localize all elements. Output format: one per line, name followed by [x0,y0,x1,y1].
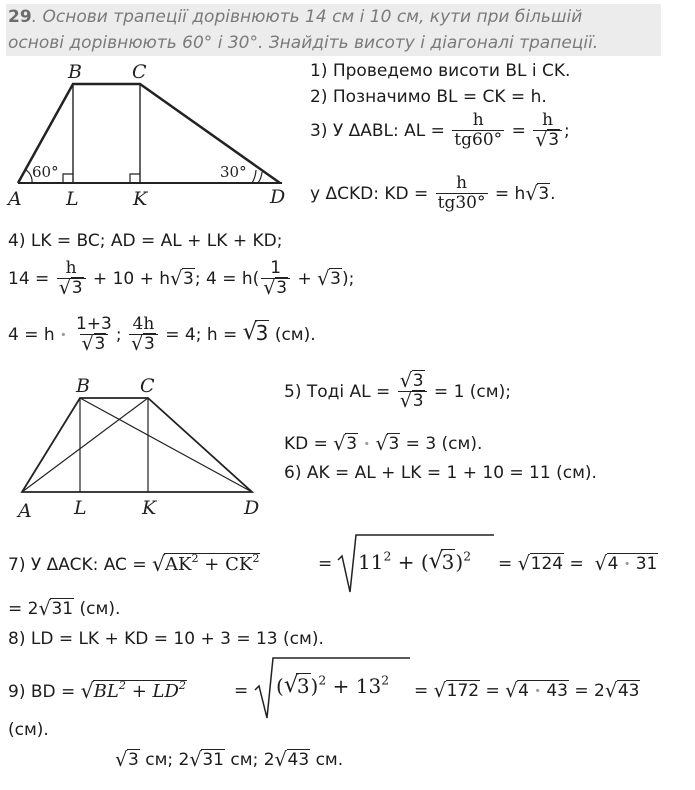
fraction-4h-root3 [129,316,158,354]
radicand: 3 [276,277,288,298]
sqrt: √ 3 [58,276,83,300]
plus: + [131,681,147,702]
step-9-end: (см). [8,720,49,740]
numerator: h [65,258,77,278]
sqrt: √ 3 [399,389,424,413]
problem-line-1: 29. Основи трапеції дорівнюють 14 см і 10 см, кути при більшій [8,7,583,27]
radicand: 3 [548,129,560,150]
answer-line [115,748,344,772]
sqrt: √ 3 [535,128,560,152]
angle-30-label: 30° [220,163,247,181]
equals: = [498,554,513,574]
answer-part: см. [315,750,344,770]
eq-part: = 4; h = [165,324,238,345]
equals: = [414,681,429,701]
step-9-big-root-content: ( √ $3)^2 + 13^2$ [276,672,390,698]
sqrt-3-answer: √ 3 [115,748,139,772]
eq-part: ; [115,324,122,345]
sqrt: √ 3 [263,276,288,300]
equation-line-6 [8,316,316,354]
answer-part: см; 2 [230,750,275,770]
step-9-eq1: = [234,681,249,701]
label-A: A [8,188,22,210]
radicand: 3 [330,268,341,289]
numerator: h [472,110,484,130]
step-6: 6) AK = AL + LK = 1 + 10 = 11 (см). [284,463,597,483]
sqrt: √ 3 [283,672,310,698]
radicand: 3 [128,750,139,770]
radicand: 124 [530,554,564,574]
denominator: tg30° [437,192,486,213]
sqrt: √ 3 [317,267,341,291]
radicand: 3 [346,434,358,454]
step-5-tail: = 1 (см); [433,381,511,402]
sqrt-43-answer: √ 43 [274,748,310,772]
step-1: 1) Проведемо висоти BL і CK. [310,61,571,81]
eq-part: 14 = [8,268,50,289]
step-3 [310,112,570,150]
step-9-tail [414,679,640,703]
sqrt-4x31: √ 4 • 31 [594,552,658,576]
radicand: 3 [441,550,455,574]
eq-part: ); [341,268,355,289]
label-D: D [270,186,286,208]
step-5-prefix: 5) Тоді AL = [284,381,391,402]
radicand: 3 [388,434,400,454]
numerator: h [456,173,468,193]
square: 2 [463,548,472,564]
eq-part: + [297,268,312,289]
eq-part: = 2 [8,599,39,619]
multiply-dot: • [623,557,631,571]
sqrt: √ 3 [525,182,550,206]
eq-part: + 10 + h [92,268,171,289]
sqrt-4x43: √ 4 • 43 [505,679,568,703]
step-7-prefix: 7) У ΔACK: AC = [8,555,147,575]
label-D-2: D [244,497,260,519]
square: 2 [191,552,199,566]
sqrt-43: √ 43 [604,679,640,703]
ak: AK [164,554,192,575]
label-L-2: L [74,497,87,519]
radicand: 43 [287,750,310,770]
label-A-2: A [18,500,32,522]
step-3b [310,175,556,213]
radicand: 172 [446,681,480,701]
equals: = [569,554,584,574]
eq-part: = 3 (см). [405,434,483,454]
angle-60-label: 60° [32,163,59,181]
four: 4 [607,554,619,574]
fraction-1plus3-root3 [74,316,114,354]
radicand: 3 [94,333,106,354]
ck: CK [225,554,253,575]
label-C: C [132,61,147,83]
step-7 [8,552,260,577]
bl: BL [93,681,119,702]
equation-line-5 [8,260,354,298]
numerator: h [542,110,554,130]
step-7-big-root-content: $11^2$ + ( √ 3)$^2$ [358,548,472,574]
equals: = [485,681,500,701]
multiply-dot: • [363,437,371,451]
radicand: 3 [412,371,424,391]
label-L: L [66,188,79,210]
eleven: 11 [358,550,384,574]
sqrt: √ 3 [375,432,400,456]
step-9 [8,679,187,704]
plus: + [397,550,415,574]
radicand: 43 [617,681,640,701]
square: 2 [118,679,126,693]
step-8: 8) LD = LK + KD = 10 + 3 = 13 (см). [8,629,324,649]
radicand: 3 [144,333,155,354]
forty-three: 43 [546,681,568,701]
sqrt: √ 3 [81,332,106,356]
problem-line-2: основі дорівнюють 60° і 30°. Знайдіть висоту і діагоналі трапеції. [8,33,599,53]
answer-part: см; 2 [145,750,190,770]
eq-part: (см). [79,599,121,619]
problem-text-1: Основи трапеції дорівнюють 14 см і 10 см, кути при більшій [42,7,583,27]
label-K: K [133,188,148,210]
square: 2 [178,679,187,693]
label-B-2: B [76,375,90,397]
eq-part: = 2 [574,681,605,701]
radicand: 3 [412,390,424,411]
eq-part: KD = [284,434,328,454]
sqrt-31: √ 31 [38,597,74,621]
eq-part: ; 4 = h( [194,268,260,289]
fraction-h-root3 [533,112,562,150]
sqrt: √ 3 [242,318,269,345]
step-3b-tail: = h [494,183,526,204]
radicand: 3 [183,268,194,289]
label-K-2: K [142,497,157,519]
thirty-one: 31 [635,554,658,574]
four: 4 [518,681,529,701]
radicand: 31 [51,599,74,619]
radicand: 3 [296,674,310,698]
radicand: 3 [538,183,550,204]
fraction-h-tg60 [452,112,504,150]
sqrt-31-answer: √ 31 [189,748,224,772]
eq-part: 4 = h [8,324,55,345]
label-C-2: C [140,375,155,397]
step-9-prefix: 9) BD = [8,682,76,702]
square: 2 [318,672,327,688]
numerator: 4h [132,314,155,334]
semicolon: ; [564,120,570,141]
sqrt-172: √ 172 [433,679,480,703]
period: . [550,183,556,204]
step-7-eq1: = [318,554,333,574]
step-5 [284,369,511,413]
multiply-dot: • [60,328,67,342]
fraction-1-root3 [261,260,290,298]
sqrt-ak-ck: √ $AK^2 + CK^2$ [151,552,260,577]
denominator: tg60° [454,129,503,150]
fraction-h-tg30 [436,175,488,213]
step-3-prefix: 3) У ΔABL: AL = [310,120,445,141]
square: 2 [381,672,390,688]
sqrt-124: √ 124 [517,552,564,576]
kd-line [284,432,483,456]
sqrt: √ 3 [333,432,358,456]
fraction-h-root3 [57,260,86,298]
step-2: 2) Позначимо BL = CK = h. [310,87,547,107]
radicand: 31 [202,750,224,770]
plus: + [204,554,220,575]
fraction-root3-root3 [398,369,427,413]
label-B: B [68,61,82,83]
numerator: 1 [270,258,282,278]
radicand: 3 [71,277,83,298]
step-3b-prefix: у ΔCKD: KD = [310,183,429,204]
multiply-dot: • [534,684,541,698]
square: 2 [383,548,392,564]
radicand: 3 [255,320,269,345]
sqrt: √ 3 [399,369,424,393]
step-7-tail [498,552,658,576]
eq-part: (см). [274,324,316,345]
step-7b [8,597,121,621]
problem-number: 29 [8,7,32,27]
sqrt: √ 3 [170,267,194,291]
square: 2 [252,552,260,566]
plus: + [332,674,350,698]
sqrt: √ 3 [428,548,455,574]
sqrt-bl-ld: √ $BL^2 + LD^2$ [80,679,187,704]
trapezoid-2-shape [22,398,252,492]
ld: LD [152,681,179,702]
sqrt: √ 3 [131,332,155,356]
numerator: 1+3 [75,314,112,334]
step-4: 4) LK = BC; AD = AL + LK + KD; [8,231,283,251]
equals: = [511,120,526,141]
thirteen: 13 [355,674,382,698]
